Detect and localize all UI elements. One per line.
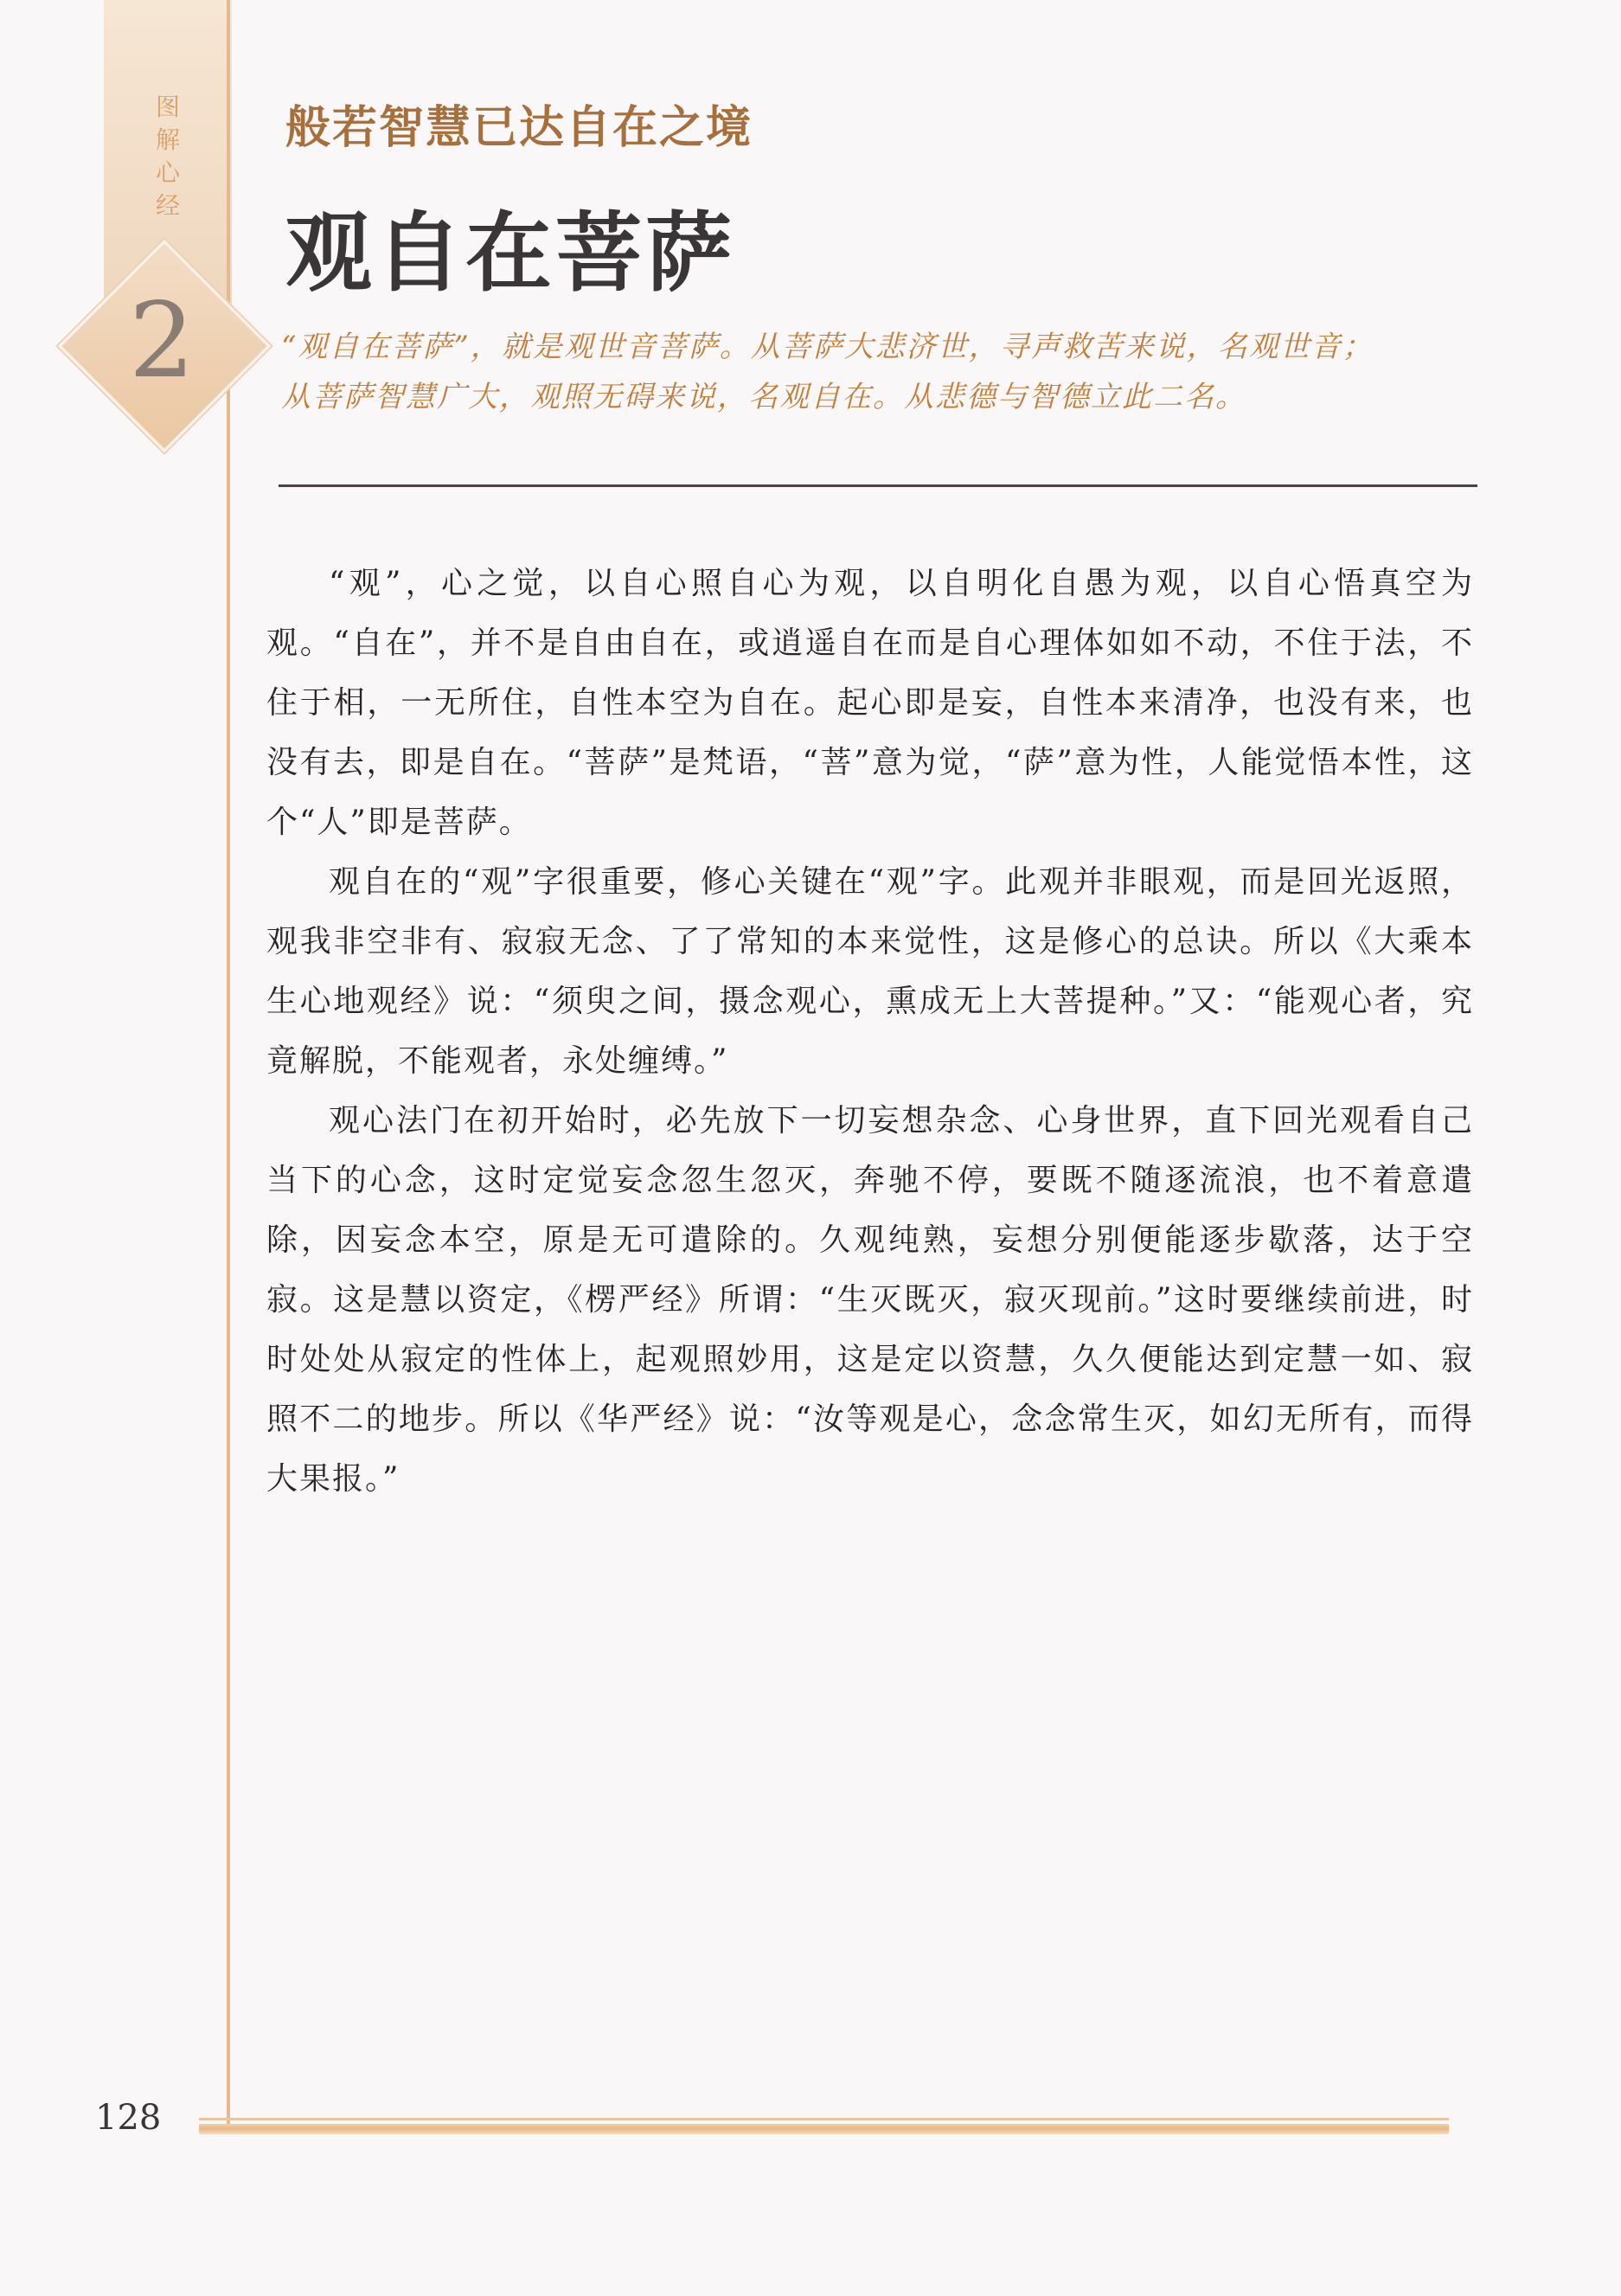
chapter-number: 2 xyxy=(128,281,195,401)
body-text xyxy=(266,554,1474,1509)
footer-rule-thin xyxy=(199,2118,1449,2120)
body-paragraph: 观心法门在初开始时，必先放下一切妄想杂念、心身世界，直下回光观看自己当下的心念，这时定觉妄念忽生忽灭，奔驰不停，要既不随逐流浪，也不着意遣除，因妄念本空，原是无可遣除的。久观纯熟，妄想分别便能逐步歇落，达于空寂。这是慧以资定，《楞严经》所谓：“生灭既灭，寂灭现前。”这时要继续前进，时时处处从寂定的性体上，起观照妙用，这是定以资慧，久久便能达到定慧一如、寂照不二的地步。所以《华严经》说：“汝等观是心，念念常生灭，如幻无所有，而得大果报。” xyxy=(266,1103,1474,1497)
heading-divider xyxy=(279,484,1477,487)
section-title: 观自在菩萨 xyxy=(285,202,735,304)
page-number: 128 xyxy=(95,2098,162,2138)
book-title: 图解心经 xyxy=(155,93,180,220)
footer-rule xyxy=(199,2124,1449,2134)
intro-summary xyxy=(281,322,1483,422)
intro-line: 从菩萨智慧广大，观照无碍来说，名观自在。从悲德与智德立此二名。 xyxy=(281,380,1246,414)
body-paragraph: “观”，心之觉，以自心照自心为观，以自明化自愚为观，以自心悟真空为观。“自在”，并不是自由自在，或逍遥自在而是自心理体如如不动，不住于法，不住于相，一无所住，自性本空为自在。起心即是妄，自性本来清净，也没有来，也没有去，即是自在。“菩萨”是梵语，“菩”意为觉，“萨”意为性，人能觉悟本性，这个“人”即是菩萨。 xyxy=(266,566,1474,840)
intro-line: “观自在菩萨”，就是观世音菩萨。从菩萨大悲济世，寻声救苦来说，名观世音； xyxy=(281,330,1374,364)
section-subtitle: 般若智慧已达自在之境 xyxy=(285,102,753,154)
body-paragraph: 观自在的“观”字很重要，修心关键在“观”字。此观并非眼观，而是回光返照，观我非空非有、寂寂无念、了了常知的本来觉性，这是修心的总诀。所以《大乘本生心地观经》说：“须臾之间，摄念观心，熏成无上大菩提种。”又：“能观心者，究竟解脱，不能观者，永处缠缚。” xyxy=(266,864,1474,1079)
